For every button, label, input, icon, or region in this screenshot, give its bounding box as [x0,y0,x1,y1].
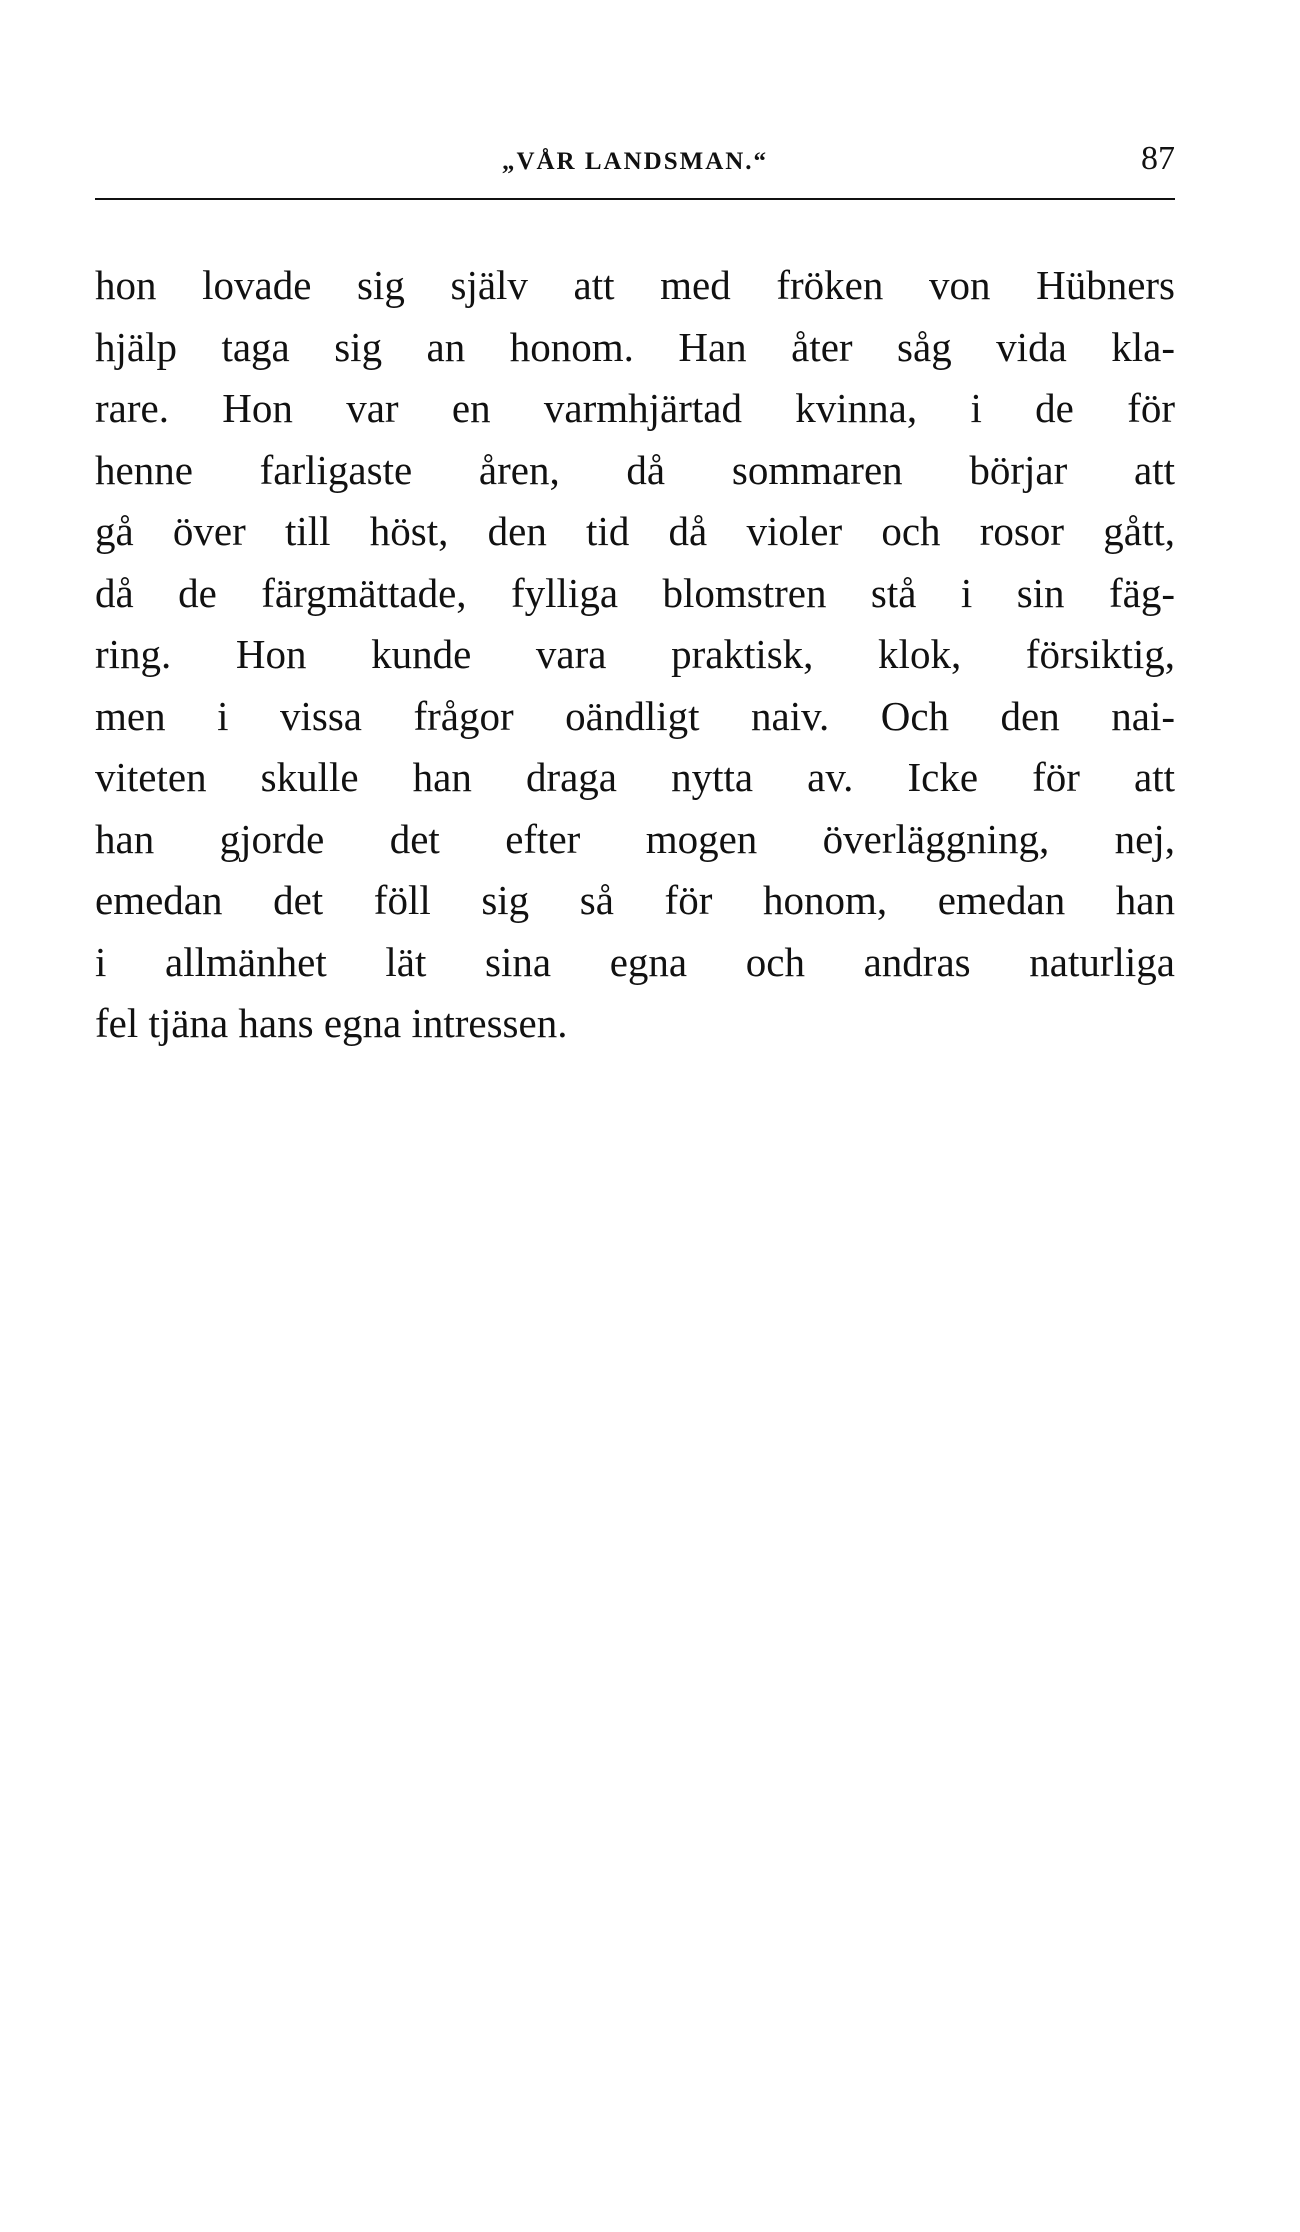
text-line: henne farligaste åren, då sommaren börjar att [95,446,1175,493]
text-line: hon lovade sig själv att med fröken von Hübners [95,262,1175,308]
text-line: viteten skulle han draga nytta av. Icke för att [95,754,1175,800]
header-rule [95,198,1175,200]
body-paragraph [95,255,1175,1055]
running-head [95,140,1175,190]
text-line: då de färgmättade, fylliga blomstren stå i sin fäg- [95,569,1175,616]
text-line: rare. Hon var en varmhjärtad kvinna, i de för [95,385,1175,431]
text-line: hjälp taga sig an honom. Han åter såg vida kla- [95,323,1175,370]
text-line: ring. Hon kunde vara praktisk, klok, försiktig, [95,631,1175,677]
text-line: fel tjäna hans egna intressen. [95,1000,568,1046]
text-line: emedan det föll sig så för honom, emedan han [95,877,1175,923]
text-line: han gjorde det efter mogen överläggning, nej, [95,815,1175,862]
text-line: men i vissa frågor oändligt naiv. Och den nai- [95,692,1175,739]
running-title: „VÅR LANDSMAN.“ [501,148,769,175]
text-line: i allmänhet lät sina egna och andras naturliga [95,938,1175,985]
page-number: 87 [1141,140,1175,177]
text-line: gå över till höst, den tid då violer och rosor gått, [95,508,1175,554]
